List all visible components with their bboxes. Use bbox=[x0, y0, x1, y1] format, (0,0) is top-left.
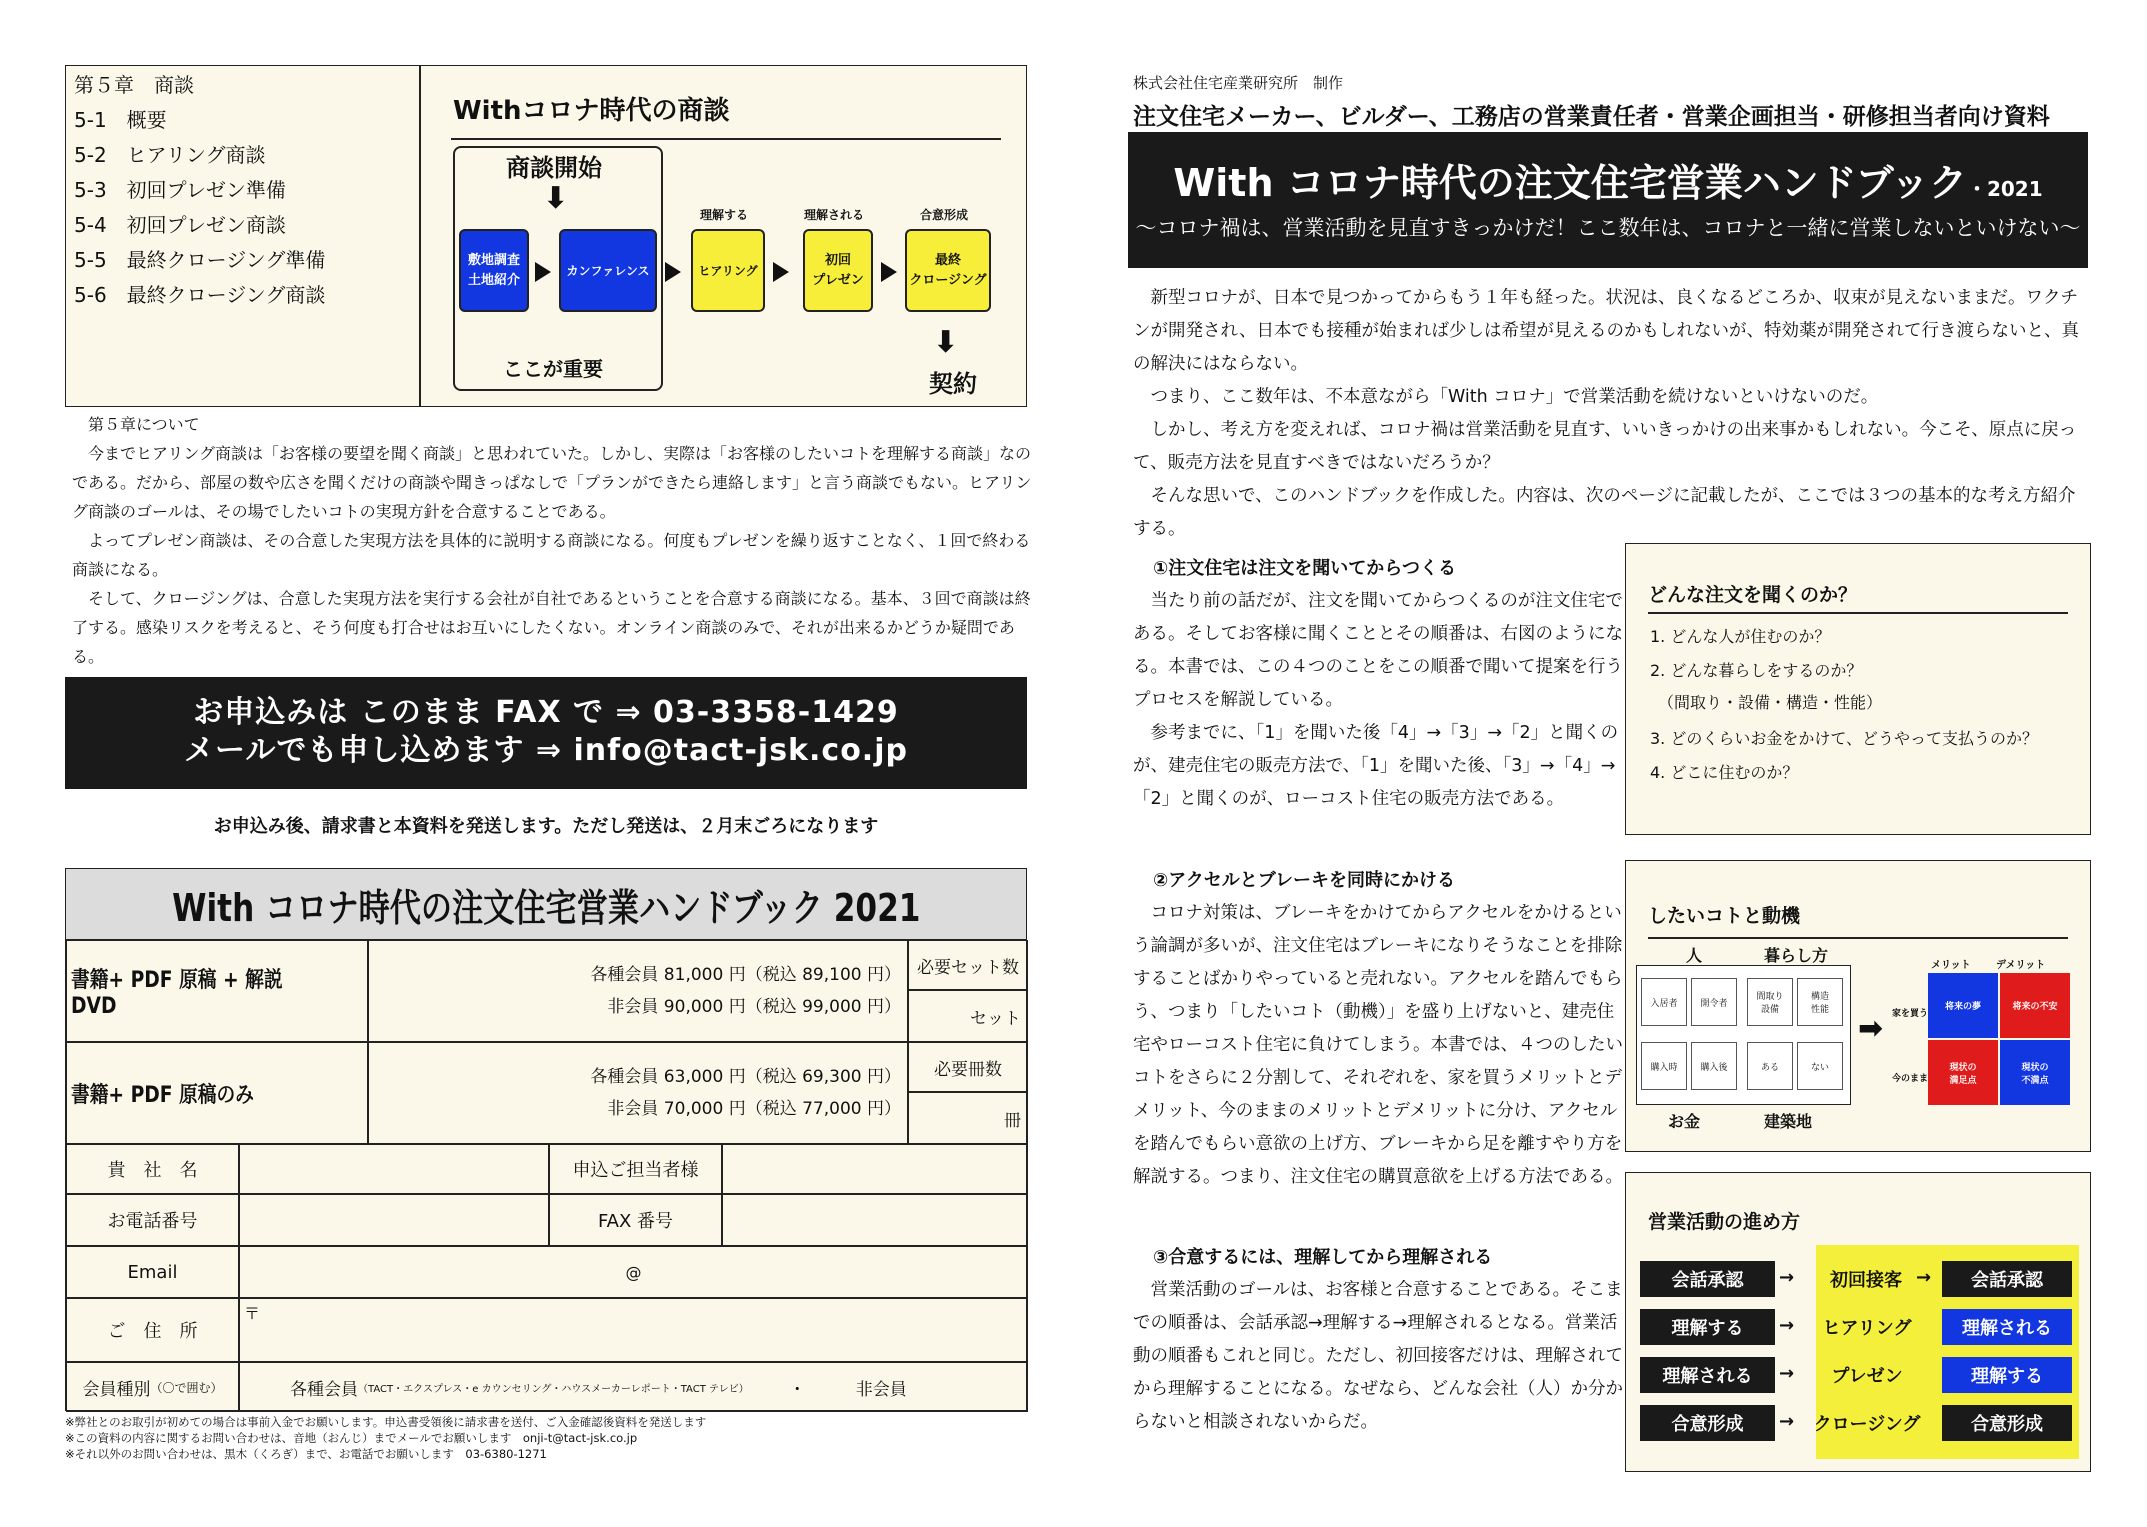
negotiation-diagram bbox=[420, 65, 1027, 407]
toc-box bbox=[65, 65, 420, 407]
question-item: 2. どんな暮らしをするのか？ bbox=[1650, 661, 1863, 680]
down-arrow-icon: ⬇ bbox=[543, 181, 569, 216]
product-1-member-price: 各種会員 81,000 円（税込 89,100 円） bbox=[590, 965, 901, 985]
flow-box-hearing: ヒアリング bbox=[691, 229, 765, 312]
intro-paragraph: そんな思いで、このハンドブックを作成した。内容は、次のページに記載したが、ここでは３つの基本的な考え方紹介する。 bbox=[1133, 486, 2076, 539]
hero-title: With コロナ時代の注文住宅営業ハンドブック・2021 bbox=[1173, 161, 2043, 205]
step-arrow-icon: → bbox=[1779, 1411, 1795, 1432]
panel-title: したいコトと動機 bbox=[1648, 905, 1801, 927]
process-step: 会話承認 bbox=[1640, 1261, 1775, 1297]
member-type-label: 会員種別 （〇で囲む） bbox=[66, 1362, 239, 1412]
address-label: ご 住 所 bbox=[66, 1298, 239, 1362]
diagram-title: Withコロナ時代の商談 bbox=[453, 96, 730, 126]
label-be-understood: 理解される bbox=[803, 208, 864, 222]
process-step: 合意形成 bbox=[1640, 1405, 1775, 1441]
toc-heading: 第５章 商談 bbox=[74, 73, 194, 97]
section-1 bbox=[1133, 552, 1623, 816]
product-2-prices bbox=[368, 1042, 908, 1144]
section-text: 参考までに、「1」を聞いた後「4」→「3」→「2」と聞くのが、建売住宅の販売方法で、「1」を聞いた後、「3」→「4」→「2」と聞くのが、ローコスト住宅の販売方法である。 bbox=[1133, 723, 1619, 809]
order-form bbox=[65, 868, 1027, 1411]
email-line: メールでも申し込めます ⇒ info@tact-jsk.co.jp bbox=[184, 733, 908, 768]
section-heading: ③合意するには、理解してから理解される bbox=[1153, 1247, 1493, 1268]
form-title: With コロナ時代の注文住宅営業ハンドブック 2021 bbox=[66, 869, 1026, 940]
matrix-cell: ない bbox=[1797, 1042, 1843, 1090]
matrix-cell: 構造 性能 bbox=[1797, 978, 1843, 1026]
desire-matrix bbox=[1636, 965, 1851, 1105]
cell-current-satisfaction: 現状の 満足点 bbox=[1928, 1040, 1998, 1105]
panel-rule bbox=[1648, 612, 2068, 614]
phone-field[interactable] bbox=[239, 1194, 549, 1246]
diagram-rule bbox=[451, 138, 1001, 140]
intro-paragraph: つまり、ここ数年は、不本意ながら「With コロナ」で営業活動を続けないといけないのだ。 bbox=[1150, 387, 1879, 407]
process-step: 合意形成 bbox=[1942, 1405, 2072, 1441]
footnote: ※この資料の内容に関するお問い合わせは、音地（おんじ）までメールでお願いします onji-t@tact-jsk.co.jp bbox=[65, 1431, 638, 1445]
matrix-cell: 間取り 設備 bbox=[1747, 978, 1793, 1026]
question-item: 1. どんな人が住むのか？ bbox=[1650, 627, 1831, 646]
process-step: 理解される bbox=[1942, 1309, 2072, 1345]
toc-item: 5-4 初回プレゼン商談 bbox=[74, 213, 286, 237]
toc-item: 5-3 初回プレゼン準備 bbox=[74, 178, 286, 202]
section-3 bbox=[1133, 1241, 1623, 1439]
member-type-field[interactable] bbox=[239, 1362, 1028, 1412]
matrix-cell: ある bbox=[1747, 1042, 1793, 1090]
chapter-paragraph: そして、クロージングは、合意した実現方法を実行する会社が自社であるということを合意する商談になる。基本、３回で商談は終了する。感染リスクを考えると、そう何度も打合せはお互いにしたくない。オンライン商談のみで、それが出来るかどうか疑問である。 bbox=[72, 589, 1031, 666]
fax-line: お申込みは このまま FAX で ⇒ 03-3358-1429 bbox=[193, 695, 899, 730]
chapter-paragraph: よってプレゼン商談は、その合意した実現方法を具体的に説明する商談になる。何度もプレゼンを繰り返すことなく、１回で終わる商談になる。 bbox=[72, 531, 1031, 579]
toc-item: 5-2 ヒアリング商談 bbox=[74, 143, 266, 167]
cell-future-anxiety: 将来の不安 bbox=[2000, 973, 2070, 1038]
toc-item: 5-6 最終クロージング商談 bbox=[74, 283, 326, 307]
toc-item: 5-1 概要 bbox=[74, 108, 167, 132]
fax-field[interactable] bbox=[722, 1194, 1028, 1246]
address-field[interactable] bbox=[239, 1298, 1028, 1362]
panel-title: 営業活動の進め方 bbox=[1648, 1211, 1801, 1233]
chapter-heading: 第５章について bbox=[88, 415, 200, 434]
matrix-cell: 購入後 bbox=[1691, 1042, 1737, 1090]
process-stage: ヒアリング bbox=[1822, 1318, 1912, 1339]
shipping-note: お申込み後、請求書と本資料を発送します。ただし発送は、２月末ごろになります bbox=[213, 816, 879, 837]
step-arrow-icon: → bbox=[1779, 1315, 1795, 1336]
product-1-qty-label: 必要セット数 bbox=[908, 940, 1028, 990]
phone-label: お電話番号 bbox=[66, 1194, 239, 1246]
contract-label: 契約 bbox=[929, 370, 977, 398]
step-arrow-icon: → bbox=[1779, 1267, 1795, 1288]
label-understand: 理解する bbox=[699, 208, 748, 222]
panel-rule bbox=[1648, 937, 2068, 939]
chapter-paragraph: 今までヒアリング商談は「お客様の要望を聞く商談」と思われていた。しかし、実際は「お客様のしたいコトを理解する商談」なのである。だから、部屋の数や広さを聞くだけの商談や聞きっぱなしで「プランができたら連絡します」と言う商談でもない。ヒアリング商談のゴールは、その場でしたいコトの実現方針を合意することである。 bbox=[72, 444, 1032, 521]
member-option-note: （TACT・エクスプレス・e カウンセリング・ハウスメーカーレポート・TACT テレビ） bbox=[358, 1383, 749, 1395]
right-arrow-icon: ➡ bbox=[1858, 1011, 1884, 1046]
product-2-name: 書籍+ PDF 原稿のみ bbox=[66, 1042, 368, 1144]
company-field[interactable] bbox=[239, 1144, 549, 1194]
member-option-member[interactable]: 各種会員 bbox=[290, 1379, 358, 1400]
flow-arrow-icon bbox=[535, 262, 551, 282]
process-step: 理解される bbox=[1640, 1357, 1775, 1393]
label-site: 建築地 bbox=[1764, 1112, 1813, 1131]
row-label-buy: 家を買う bbox=[1892, 1009, 1929, 1019]
sales-process-panel bbox=[1625, 1172, 2091, 1472]
question-item: 3. どのくらいお金をかけて、どうやって支払うのか？ bbox=[1650, 729, 2039, 748]
panel-title: どんな注文を聞くのか？ bbox=[1648, 584, 1858, 606]
what-to-ask-panel bbox=[1625, 543, 2091, 835]
member-separator: ・ bbox=[788, 1379, 806, 1400]
process-step: 理解する bbox=[1942, 1357, 2072, 1393]
label-money: お金 bbox=[1668, 1112, 1701, 1131]
hero-banner bbox=[1128, 132, 2088, 268]
product-1-name: 書籍+ PDF 原稿 + 解説 DVD bbox=[66, 940, 368, 1042]
flow-box-site-survey: 敷地調査 土地紹介 bbox=[459, 229, 529, 312]
product-1-qty-field[interactable]: セット bbox=[908, 990, 1028, 1042]
footnotes bbox=[65, 1414, 1027, 1462]
matrix-cell: 開令者 bbox=[1691, 978, 1737, 1026]
step-arrow-icon: → bbox=[1916, 1267, 1932, 1288]
intro-text bbox=[1133, 282, 2088, 546]
flow-arrow-icon bbox=[773, 262, 789, 282]
cell-future-dream: 将来の夢 bbox=[1928, 973, 1998, 1038]
section-text: 営業活動のゴールは、お客様と合意することである。そこまでの順番は、会話承認→理解する→理解されるとなる。営業活動の順番もこれと同じ。ただし、初回接客だけは、理解されてから理解することになる。なぜなら、どんな会社（人）か分からないと相談されないからだ。 bbox=[1133, 1280, 1623, 1432]
flow-box-final-closing: 最終 クロージング bbox=[905, 229, 991, 312]
audience-lead: 注文住宅メーカー、ビルダー、工務店の営業責任者・営業企画担当・研修担当者向け資料 bbox=[1133, 104, 2050, 130]
section-heading: ②アクセルとブレーキを同時にかける bbox=[1153, 870, 1455, 891]
col-label-demerit: デメリット bbox=[1996, 960, 2046, 971]
flow-box-conference: カンファレンス bbox=[559, 229, 657, 312]
footnote: ※それ以外のお問い合わせは、黒木（くろぎ）まで、お電話でお願いします 03-6380-1271 bbox=[65, 1447, 547, 1461]
email-field[interactable]: @ bbox=[239, 1246, 1028, 1298]
product-2-member-price: 各種会員 63,000 円（税込 69,300 円） bbox=[590, 1067, 901, 1087]
label-person: 人 bbox=[1686, 946, 1703, 965]
label-agreement: 合意形成 bbox=[919, 208, 968, 222]
hero-subtitle: ～コロナ禍は、営業活動を見直すきっかけだ！ここ数年は、コロナと一緒に営業しないといけない～ bbox=[1135, 216, 2081, 240]
process-stage: 初回接客 bbox=[1830, 1270, 1902, 1291]
process-stage: プレゼン bbox=[1831, 1366, 1903, 1387]
important-label: ここが重要 bbox=[503, 357, 603, 381]
label-lifestyle: 暮らし方 bbox=[1764, 946, 1829, 965]
flow-arrow-icon bbox=[665, 262, 681, 282]
product-2-nonmember-price: 非会員 70,000 円（税込 77,000 円） bbox=[607, 1099, 901, 1119]
start-label: 商談開始 bbox=[506, 154, 602, 182]
fax-label: FAX 番号 bbox=[549, 1194, 722, 1246]
matrix-cell: 購入時 bbox=[1641, 1042, 1687, 1090]
step-arrow-icon: → bbox=[1779, 1363, 1795, 1384]
row-label-keep: 今のまま bbox=[1892, 1074, 1929, 1084]
section-2 bbox=[1133, 864, 1623, 1194]
intro-paragraph: しかし、考え方を変えれば、コロナ禍は営業活動を見直す、いいきっかけの出来事かもしれない。今こそ、原点に戻って、販売方法を見直すべきではないだろうか？ bbox=[1133, 420, 2077, 473]
matrix-cell: 入居者 bbox=[1641, 978, 1687, 1026]
product-2-qty-field[interactable]: 冊 bbox=[908, 1092, 1028, 1144]
member-option-nonmember[interactable]: 非会員 bbox=[855, 1379, 907, 1400]
publisher: 株式会社住宅産業研究所 制作 bbox=[1133, 74, 1344, 92]
flow-box-first-presentation: 初回 プレゼン bbox=[803, 229, 873, 312]
product-2-qty-label: 必要冊数 bbox=[908, 1042, 1028, 1092]
product-1-nonmember-price: 非会員 90,000 円（税込 99,000 円） bbox=[607, 997, 901, 1017]
question-item: （間取り・設備・構造・性能） bbox=[1658, 693, 1883, 712]
contact-label: 申込ご担当者様 bbox=[549, 1144, 722, 1194]
footnote: ※弊社とのお取引が初めての場合は事前入金でお願いします。申込書受領後に請求書を送付、ご入金確認後資料を発送します bbox=[65, 1415, 707, 1429]
cell-current-dissatisfaction: 現状の 不満点 bbox=[2000, 1040, 2070, 1105]
fax-banner bbox=[65, 677, 1027, 789]
product-1-prices bbox=[368, 940, 908, 1042]
intro-paragraph: 新型コロナが、日本で見つかってからもう１年も経った。状況は、良くなるどころか、収束が見えないままだ。ワクチンが開発され、日本でも接種が始まれば少しは希望が見えるのかもしれないが、特効薬が開発されて行き渡らないと、真の解決にはならない。 bbox=[1133, 288, 2080, 374]
section-heading: ①注文住宅は注文を聞いてからつくる bbox=[1153, 558, 1457, 579]
question-item: 4. どこに住むのか？ bbox=[1650, 763, 1799, 782]
process-step: 会話承認 bbox=[1942, 1261, 2072, 1297]
company-label: 貴 社 名 bbox=[66, 1144, 239, 1194]
postal-mark: 〒 bbox=[244, 1304, 261, 1323]
toc-item: 5-5 最終クロージング準備 bbox=[74, 248, 326, 272]
process-step: 理解する bbox=[1640, 1309, 1775, 1345]
flow-arrow-icon bbox=[881, 262, 897, 282]
down-arrow-icon: ⬇ bbox=[933, 325, 959, 360]
contact-field[interactable] bbox=[722, 1144, 1028, 1194]
motivation-panel bbox=[1625, 860, 2091, 1152]
section-text: 当たり前の話だが、注文を聞いてからつくるのが注文住宅である。そしてお客様に聞くこととその順番は、右図のようになる。本書では、この４つのことをこの順番で聞いて提案を行うプロセスを解説している。 bbox=[1133, 591, 1623, 710]
col-label-merit: メリット bbox=[1931, 960, 1971, 971]
chapter-note bbox=[72, 410, 1032, 671]
section-text: コロナ対策は、ブレーキをかけてからアクセルをかけるという論調が多いが、注文住宅はブレーキになりそうなことを排除することばかりやっていると売れない。アクセルを踏んでもらう、つまり「したいコト（動機）」を盛り上げないと、建売住宅やローコスト住宅に負けてしまう。本書では、４つのしたいコトをさらに２分割して、それぞれを、家を買うメリットとデメリット、今のままのメリットとデメリットに分け、アクセルを踏んでもらい意欲の上げ方、ブレーキから足を離すやり方を解説する。つまり、注文住宅の購買意欲を上げる方法である。 bbox=[1133, 903, 1623, 1187]
process-stage: クロージング bbox=[1813, 1414, 1921, 1435]
email-label: Email bbox=[66, 1246, 239, 1298]
